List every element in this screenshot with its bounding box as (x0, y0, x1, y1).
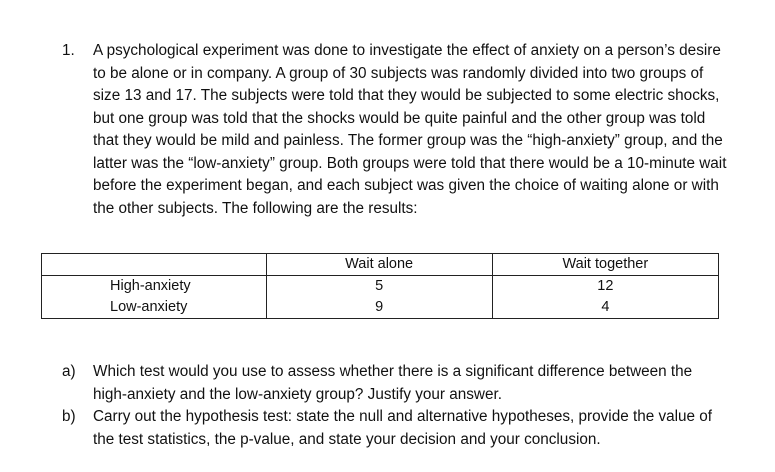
table-header-wait-alone: Wait alone (266, 254, 492, 276)
row-label-high-anxiety: High-anxiety (42, 276, 267, 298)
row-label-low-anxiety: Low-anxiety (42, 297, 267, 319)
question-text: A psychological experiment was done to investigate the effect of anxiety on a person’s desire to be alone or in company. A group of 30 subjects was randomly divided into two groups of size 13 and 17. The subjects were told that they would be subjected to some electric shocks, but one group was told that the shocks would be quite painful and the other group was told that they would be mild and painless. The former group was the “high-anxiety” group, and the latter was the “low-anxiety” group. Both groups were told that there would be a 10-minute wait before the experiment began, and each subject was given the choice of waiting alone or with the other subjects. The following are the results: (93, 42, 727, 217)
table-header-wait-together: Wait together (492, 254, 718, 276)
subquestion-list (62, 361, 727, 451)
subquestion-text: Carry out the hypothesis test: state the null and alternative hypotheses, provide the value of the test statistics, the p-value, and state your decision and your conclusion. (93, 408, 713, 448)
question-1 (62, 40, 727, 220)
subquestion-marker: b) (62, 408, 76, 425)
cell-high-wait-alone: 5 (266, 276, 492, 298)
table-row (42, 276, 719, 298)
cell-low-wait-alone: 9 (266, 297, 492, 319)
subquestion-text: Which test would you use to assess whether there is a significant difference between the high-anxiety and the low-anxiety group? Justify your answer. (93, 363, 693, 403)
cell-low-wait-together: 4 (492, 297, 718, 319)
cell-high-wait-together: 12 (492, 276, 718, 298)
table-header-row (42, 254, 719, 276)
subquestion-b (62, 406, 727, 451)
table-row (42, 297, 719, 319)
results-table (41, 253, 719, 319)
question-number: 1. (62, 42, 75, 59)
subquestion-marker: a) (62, 363, 76, 380)
subquestion-a (62, 361, 727, 406)
table-header-empty (42, 254, 267, 276)
